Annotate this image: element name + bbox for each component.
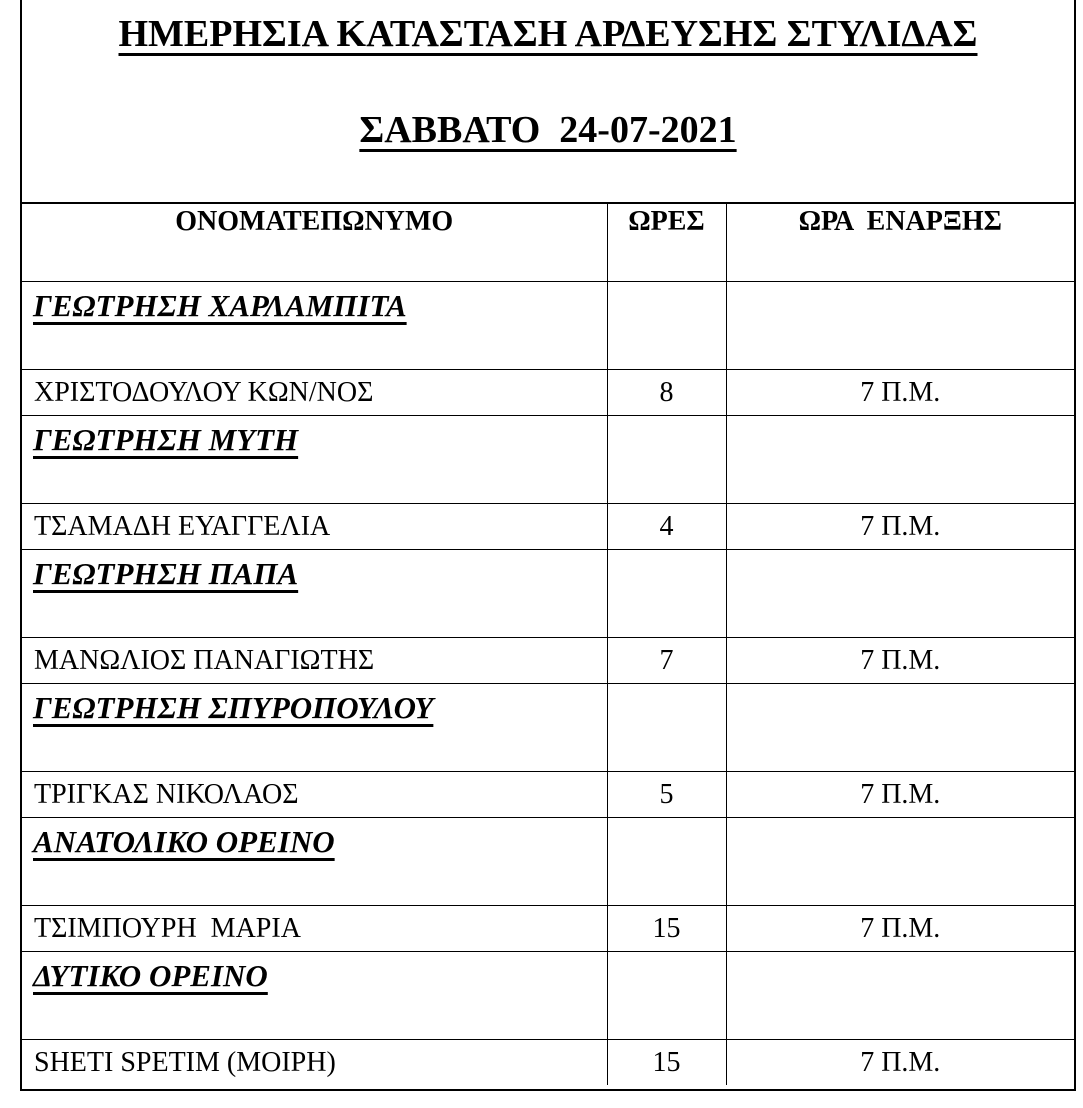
report-title: ΗΜΕΡΗΣΙΑ ΚΑΤΑΣΤΑΣΗ ΑΡΔΕΥΣΗΣ ΣΤΥΛΙΔΑΣ bbox=[118, 13, 978, 55]
person-hours: 4 bbox=[607, 504, 726, 550]
section-name: ΓΕΩΤΡΗΣΗ ΧΑΡΛΑΜΠΙΤΑ bbox=[22, 282, 607, 370]
header-start-time: ΩΡΑ ΕΝΑΡΞΗΣ bbox=[726, 202, 1074, 282]
header-name: ΟΝΟΜΑΤΕΠΩΝΥΜΟ bbox=[22, 202, 607, 282]
title-box bbox=[22, 0, 1074, 204]
section-start-cell bbox=[726, 416, 1074, 504]
section-hours-cell bbox=[607, 952, 726, 1040]
person-hours: 15 bbox=[607, 1040, 726, 1086]
section-hours-cell bbox=[607, 684, 726, 772]
person-start-time: 7 Π.Μ. bbox=[726, 1040, 1074, 1086]
section-hours-cell bbox=[607, 550, 726, 638]
section-name: ΔΥΤΙΚΟ ΟΡΕΙΝΟ bbox=[22, 952, 607, 1040]
header-hours: ΩΡΕΣ bbox=[607, 202, 726, 282]
section-row bbox=[22, 684, 1074, 772]
table-row bbox=[22, 772, 1074, 818]
person-name: ΤΣΑΜΑΔΗ ΕΥΑΓΓΕΛΙΑ bbox=[22, 504, 607, 550]
person-name: ΤΣΙΜΠΟΥΡΗ ΜΑΡΙΑ bbox=[22, 906, 607, 952]
table-row bbox=[22, 504, 1074, 550]
person-hours: 15 bbox=[607, 906, 726, 952]
table-row bbox=[22, 1040, 1074, 1086]
section-start-cell bbox=[726, 952, 1074, 1040]
section-name: ΑΝΑΤΟΛΙΚΟ ΟΡΕΙΝΟ bbox=[22, 818, 607, 906]
section-row bbox=[22, 416, 1074, 504]
section-hours-cell bbox=[607, 416, 726, 504]
section-row bbox=[22, 550, 1074, 638]
section-start-cell bbox=[726, 282, 1074, 370]
section-hours-cell bbox=[607, 818, 726, 906]
report-date: ΣΑΒΒΑΤΟ 24-07-2021 bbox=[359, 109, 737, 151]
section-row bbox=[22, 952, 1074, 1040]
person-name: SHETI SPETIM (ΜΟΙΡΗ) bbox=[22, 1040, 607, 1086]
section-row bbox=[22, 282, 1074, 370]
person-start-time: 7 Π.Μ. bbox=[726, 906, 1074, 952]
person-hours: 8 bbox=[607, 370, 726, 416]
person-name: ΧΡΙΣΤΟΔΟΥΛΟΥ ΚΩΝ/ΝΟΣ bbox=[22, 370, 607, 416]
person-start-time: 7 Π.Μ. bbox=[726, 504, 1074, 550]
section-start-cell bbox=[726, 818, 1074, 906]
person-hours: 5 bbox=[607, 772, 726, 818]
section-name: ΓΕΩΤΡΗΣΗ ΠΑΠΑ bbox=[22, 550, 607, 638]
person-start-time: 7 Π.Μ. bbox=[726, 370, 1074, 416]
person-start-time: 7 Π.Μ. bbox=[726, 638, 1074, 684]
person-name: ΤΡΙΓΚΑΣ ΝΙΚΟΛΑΟΣ bbox=[22, 772, 607, 818]
section-row bbox=[22, 818, 1074, 906]
section-name: ΓΕΩΤΡΗΣΗ ΣΠΥΡΟΠΟΥΛΟΥ bbox=[22, 684, 607, 772]
person-name: ΜΑΝΩΛΙΟΣ ΠΑΝΑΓΙΩΤΗΣ bbox=[22, 638, 607, 684]
table-row bbox=[22, 370, 1074, 416]
section-start-cell bbox=[726, 550, 1074, 638]
person-start-time: 7 Π.Μ. bbox=[726, 772, 1074, 818]
header-row bbox=[22, 202, 1074, 282]
section-start-cell bbox=[726, 684, 1074, 772]
table-row bbox=[22, 638, 1074, 684]
irrigation-report-sheet bbox=[20, 0, 1076, 1091]
table-row bbox=[22, 906, 1074, 952]
section-name: ΓΕΩΤΡΗΣΗ ΜΥΤΗ bbox=[22, 416, 607, 504]
irrigation-table bbox=[22, 202, 1074, 1085]
section-hours-cell bbox=[607, 282, 726, 370]
person-hours: 7 bbox=[607, 638, 726, 684]
